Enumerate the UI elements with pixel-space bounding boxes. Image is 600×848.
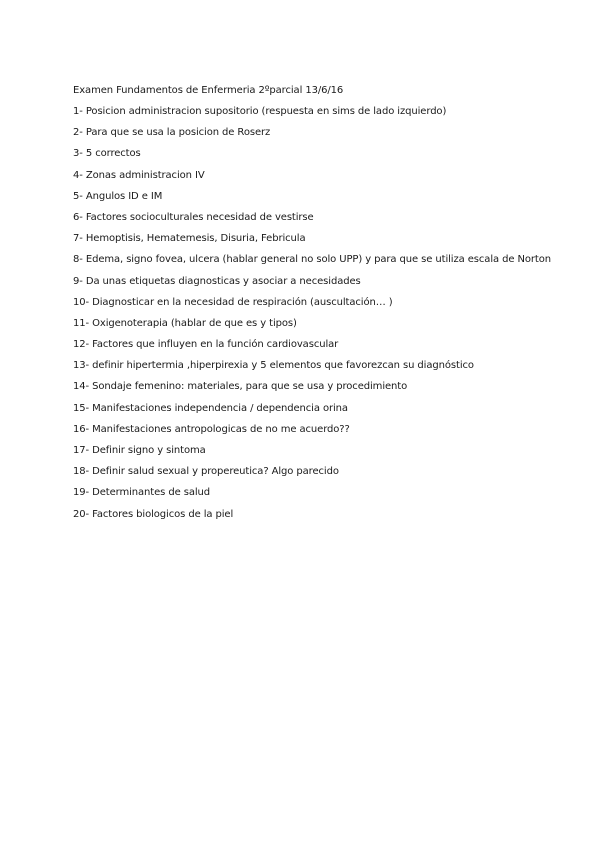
exam-title: Examen Fundamentos de Enfermeria 2ºparcial 13/6/16 [73, 85, 344, 96]
question-item: 17- Definir signo y sintoma [73, 445, 206, 456]
question-item: 13- definir hipertermia ,hiperpirexia y 5 elementos que favorezcan su diagnóstico [73, 360, 474, 372]
question-item: 18- Definir salud sexual y propereutica? Algo parecido [73, 466, 339, 478]
question-item: 14- Sondaje femenino: materiales, para que se usa y procedimiento [73, 381, 408, 393]
question-item: 16- Manifestaciones antropologicas de no me acuerdo?? [73, 423, 350, 435]
question-item: 5- Angulos ID e IM [73, 190, 163, 202]
question-item: 11- Oxigenoterapia (hablar de que es y tipos) [73, 317, 297, 329]
question-item: 1- Posicion administracion supositorio (respuesta en sims de lado izquierdo) [73, 106, 447, 117]
question-item: 7- Hemoptisis, Hematemesis, Disuria, Febricula [73, 233, 306, 245]
question-item: 3- 5 correctos [73, 148, 141, 160]
question-item: 19- Determinantes de salud [73, 487, 211, 499]
question-item: 12- Factores que influyen en la función cardiovascular [73, 339, 339, 351]
question-item: 20- Factores biologicos de la piel [73, 508, 234, 520]
question-item: 6- Factores socioculturales necesidad de vestirse [73, 211, 314, 223]
question-item: 10- Diagnosticar en la necesidad de respiración (auscultación… ) [73, 296, 393, 308]
question-list [73, 105, 551, 529]
question-item: 2- Para que se usa la posicion de Roserz [73, 127, 271, 139]
question-item: 4- Zonas administracion IV [73, 169, 205, 181]
question-item: 15- Manifestaciones independencia / dependencia orina [73, 402, 348, 414]
question-item: 8- Edema, signo fovea, ulcera (hablar general no solo UPP) y para que se utiliza escala de Norton [73, 254, 551, 266]
question-item: 9- Da unas etiquetas diagnosticas y asociar a necesidades [73, 275, 361, 287]
